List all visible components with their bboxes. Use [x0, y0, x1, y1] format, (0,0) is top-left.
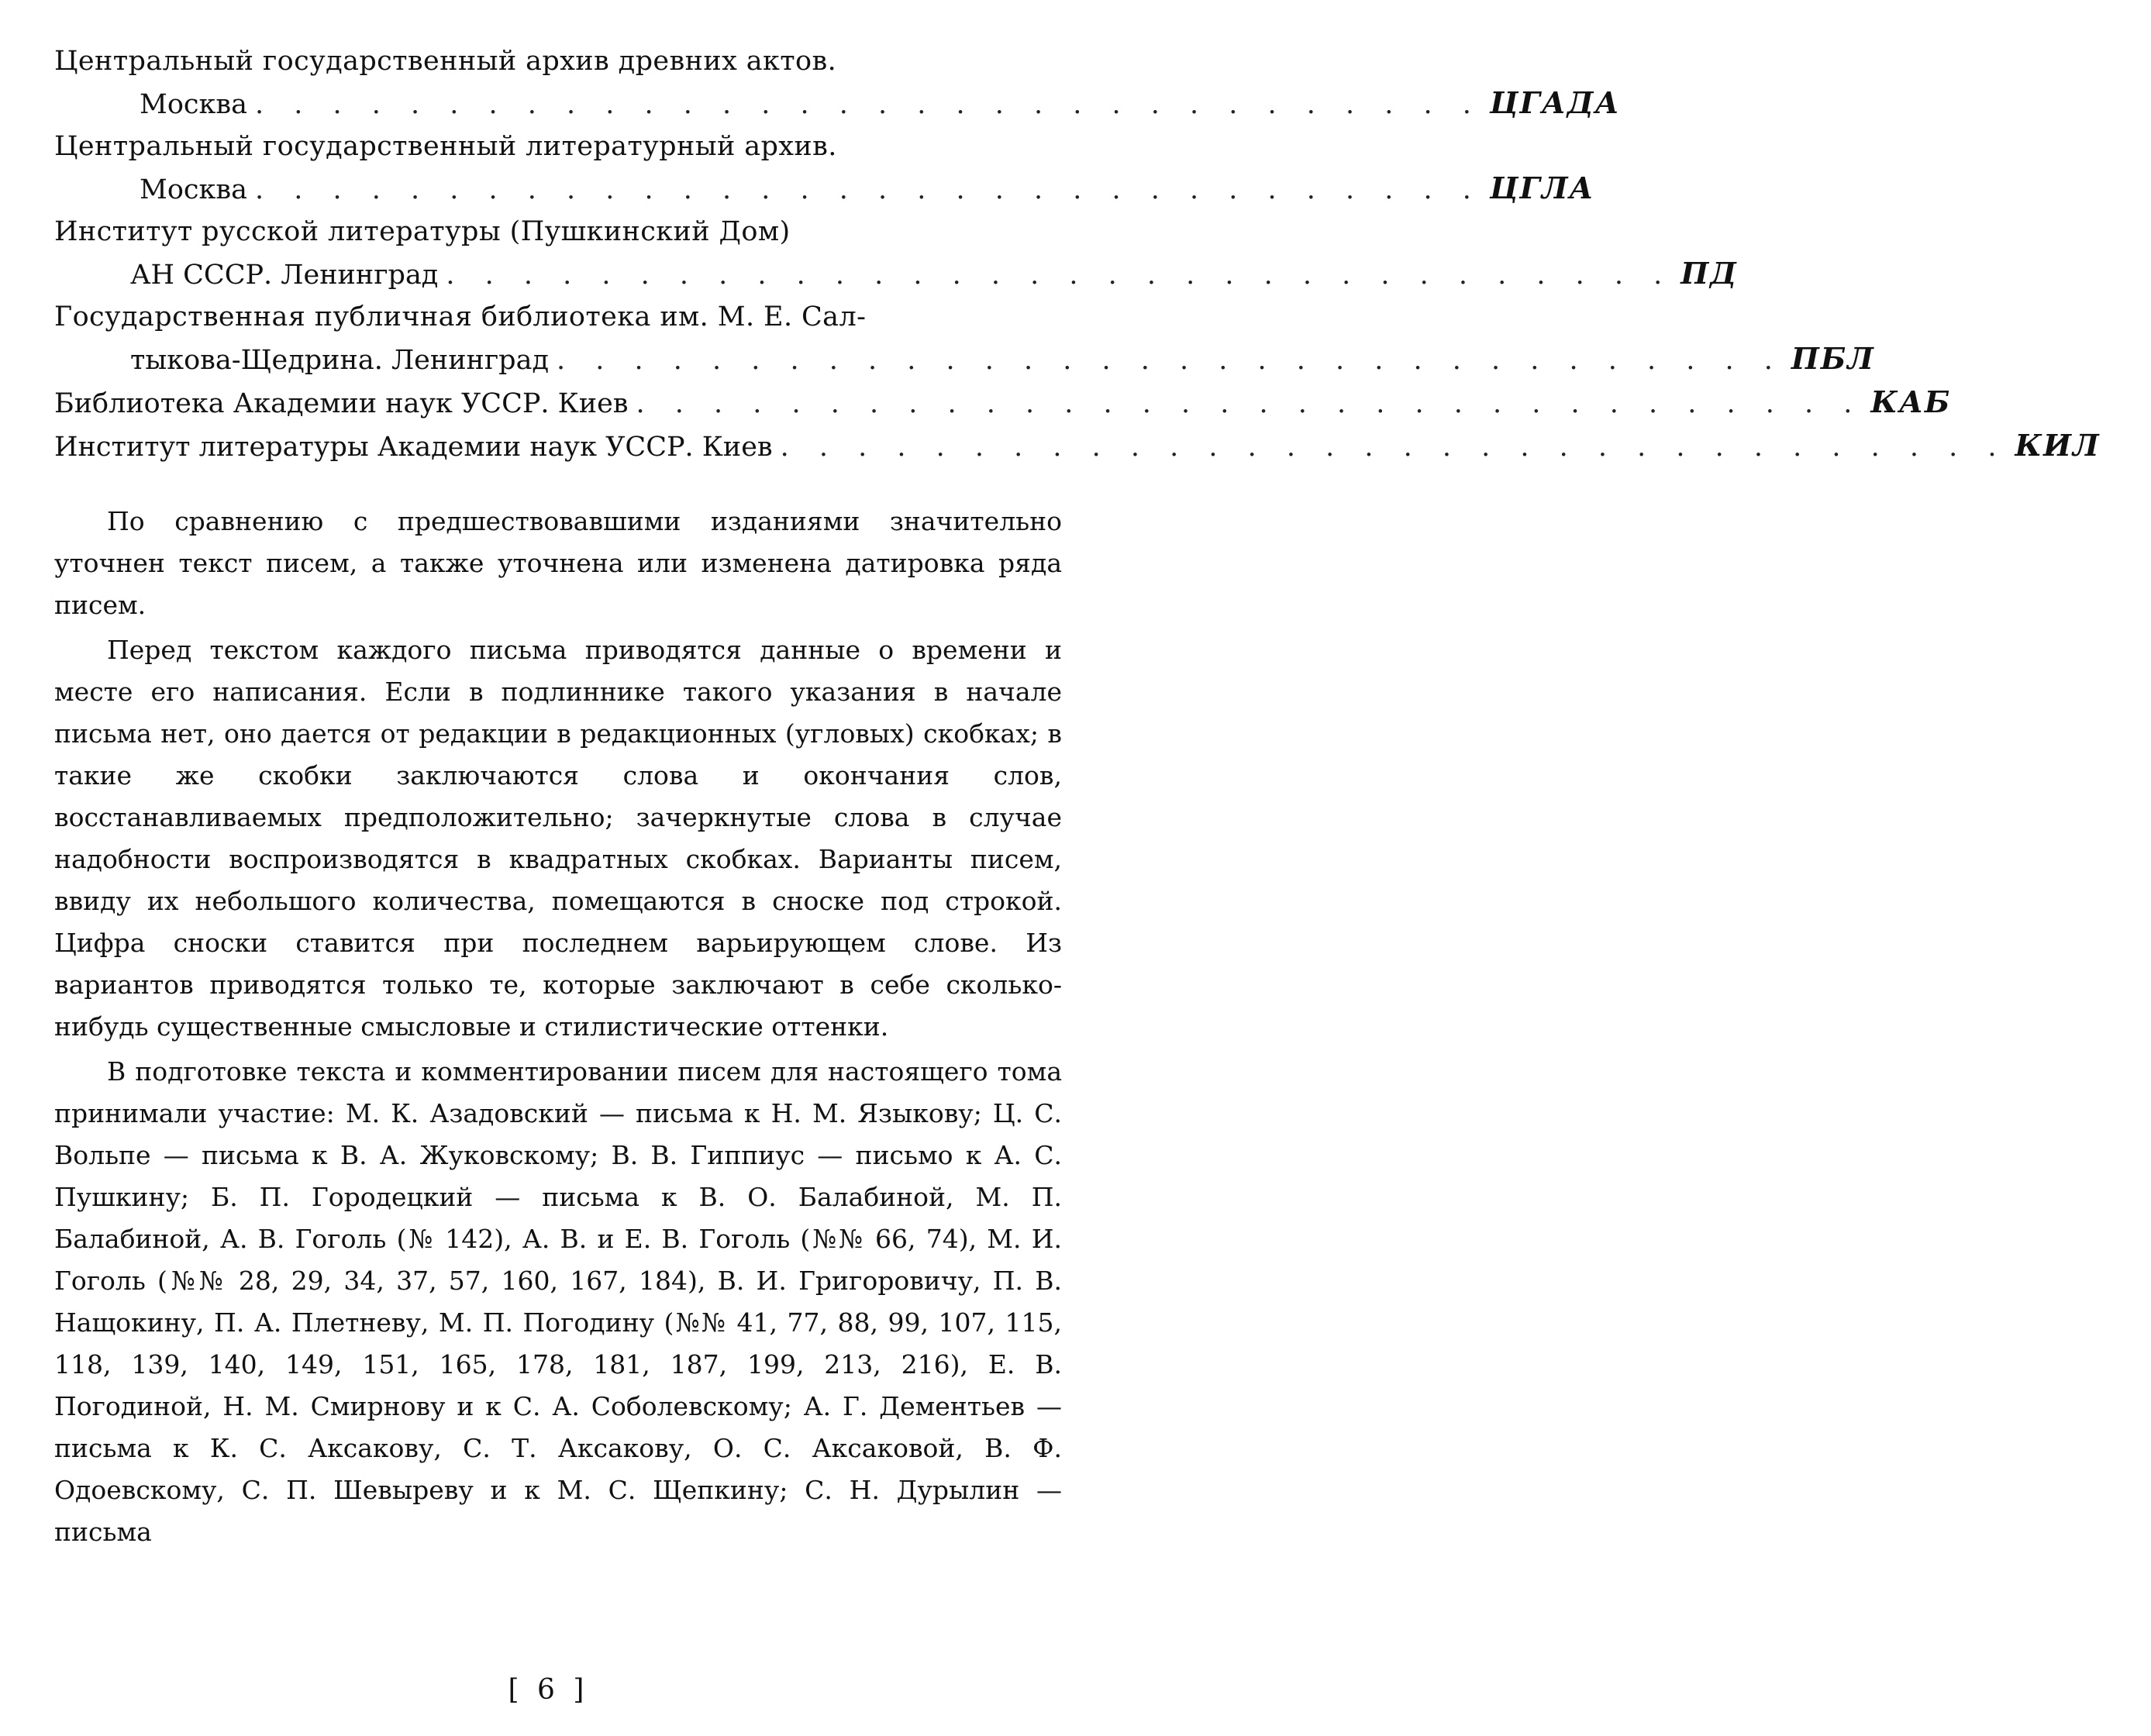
- abbreviation-code: КИЛ: [2015, 428, 2101, 463]
- abbreviation-code: ЦГЛА: [1489, 170, 1595, 205]
- page-number: [ 6 ]: [508, 1674, 589, 1706]
- dot-leader: . . . . . . . . . . . . . . . . . . . . . . . . . . . . . . . .: [254, 89, 1482, 120]
- dot-leader: . . . . . . . . . . . . . . . . . . . . . . . . . . . . . . . .: [557, 345, 1784, 376]
- paragraph: Перед текстом каждого письма приводятся данные о времени и месте его написания. Если в подлиннике такого указания в начале письма нет, оно дается от редакции в редакционных (угловых) скобках; в такие же скобки заключаются слова и окончания слов, восстанавливаемых предположительно; зачеркнутые слова в случае надобности воспроизводятся в квадратных скобках. Варианты писем, ввиду их небольшого количества, помещаются в сноске под строкой. Цифра сноски ставится при последнем варьирующем слове. Из вариантов приводятся только те, которые заключают в себе сколько-нибудь существенные смысловые и стилистические оттенки.: [54, 635, 1062, 1042]
- abbreviation-code: ПБЛ: [1791, 341, 1875, 376]
- abbreviation-entry-row: [54, 425, 2101, 468]
- abbreviation-code: ПД: [1680, 256, 1738, 291]
- abbreviation-entry-line: тыкова-Щедрина. Ленинград: [130, 345, 550, 376]
- abbreviation-entry-line: Центральный государственный архив древних актов.: [54, 46, 837, 77]
- abbreviation-code: КАБ: [1870, 384, 1952, 419]
- page: [54, 40, 2101, 1556]
- abbreviation-entry-row: [54, 253, 1738, 296]
- abbreviation-entry-line: Государственная публичная библиотека им. М. Е. Сал-: [54, 301, 867, 332]
- abbreviation-entry-line: АН СССР. Ленинград: [130, 260, 439, 291]
- abbreviation-entry-line: Центральный государственный литературный архив.: [54, 131, 837, 162]
- abbreviation-entry-row: [54, 82, 1621, 126]
- abbreviation-entry-line: Библиотека Академии наук УССР. Киев: [54, 388, 629, 419]
- dot-leader: . . . . . . . . . . . . . . . . . . . . . . . . . . . . . . . .: [254, 174, 1482, 205]
- abbreviation-code: ЦГАДА: [1489, 85, 1621, 120]
- abbreviation-list: [54, 40, 2101, 468]
- body-text: [54, 501, 1062, 1553]
- abbreviation-entry-row: [54, 338, 1875, 381]
- abbreviation-entry-line: Москва: [140, 89, 247, 120]
- paragraph: По сравнению с предшествовавшими изданиями значительно уточнен текст писем, а также уточнена или изменена датировка ряда писем.: [54, 506, 1062, 620]
- abbreviation-entry-row: [54, 381, 1952, 425]
- dot-leader: . . . . . . . . . . . . . . . . . . . . . . . . . . . . . . . .: [780, 432, 2008, 463]
- abbreviation-entry-row: [54, 167, 1595, 211]
- abbreviation-entry-line: Институт русской литературы (Пушкинский Дом): [54, 216, 791, 247]
- abbreviation-entry-line: Институт литературы Академии наук УССР. Киев: [54, 432, 773, 463]
- abbreviation-entry-line: Москва: [140, 174, 247, 205]
- dot-leader: . . . . . . . . . . . . . . . . . . . . . . . . . . . . . . . .: [446, 260, 1674, 291]
- paragraph: В подготовке текста и комментировании писем для настоящего тома принимали участие: М. К. Азадовский — письма к Н. М. Языкову; Ц. С. Вольпе — письма к В. А. Жуковскому; В. В. Гиппиус — письмо к А. С. Пушкину; Б. П. Городецкий — письма к В. О. Балабиной, М. П. Балабиной, А. В. Гоголь (№ 142), А. В. и Е. В. Гоголь (№№ 66, 74), М. И. Гоголь (№№ 28, 29, 34, 37, 57, 160, 167, 184), В. И. Григоровичу, П. В. Нащокину, П. А. Плетневу, М. П. Погодину (№№ 41, 77, 88, 99, 107, 115, 118, 139, 140, 149, 151, 165, 178, 181, 187, 199, 213, 216), Е. В. Погодиной, Н. М. Смирнову и к С. А. Соболевскому; А. Г. Дементьев — письма к К. С. Аксакову, С. Т. Аксакову, О. С. Аксаковой, В. Ф. Одоевскому, С. П. Шевыреву и к М. С. Щепкину; С. Н. Дурылин — письма: [54, 1056, 1062, 1547]
- dot-leader: . . . . . . . . . . . . . . . . . . . . . . . . . . . . . . . .: [636, 388, 1863, 419]
